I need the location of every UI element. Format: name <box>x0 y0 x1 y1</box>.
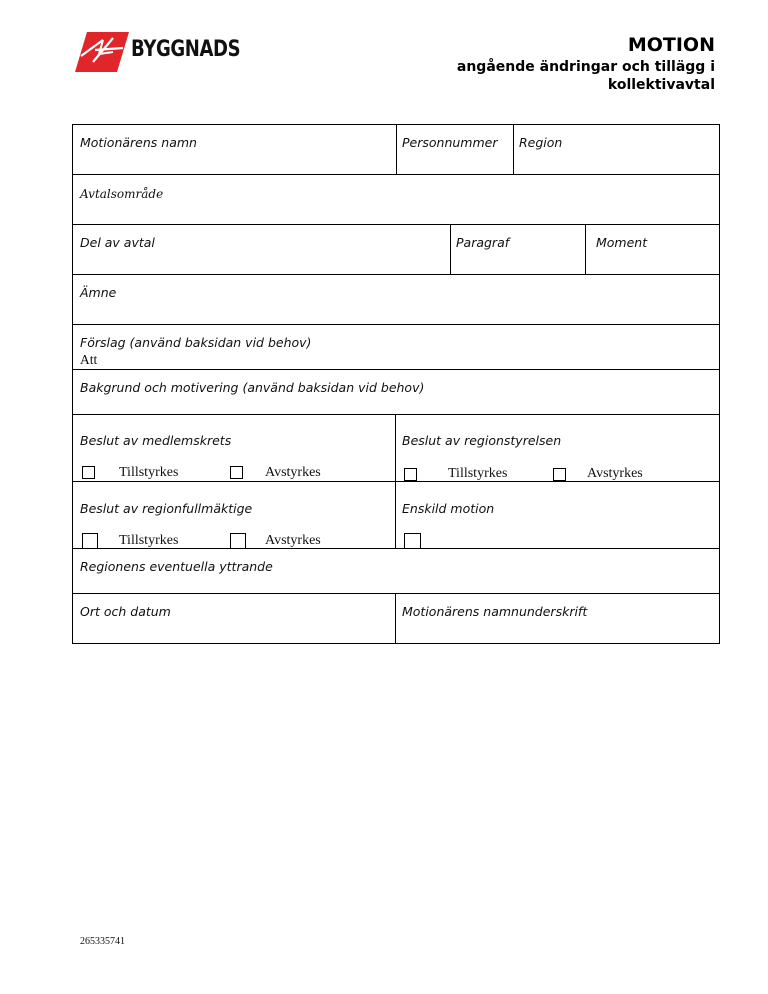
label-amne: Ämne <box>80 285 117 300</box>
row-avtalsomrade <box>73 175 719 225</box>
checkbox-regionstyrelsen-tillstyrkes[interactable] <box>404 468 417 481</box>
row-beslut-2 <box>73 482 719 549</box>
field-avtalsomrade[interactable] <box>73 175 719 224</box>
byggnads-logo-icon <box>73 32 131 72</box>
forslag-value: Att <box>80 352 98 367</box>
label-motionarens-namn: Motionärens namn <box>80 135 197 150</box>
field-forslag[interactable] <box>73 325 719 369</box>
label-regionstyrelsen-avstyrkes: Avstyrkes <box>587 466 643 481</box>
checkbox-regionfullmaktige-avstyrkes[interactable] <box>230 533 246 549</box>
label-regionfullmaktige-avstyrkes: Avstyrkes <box>265 533 321 548</box>
field-amne[interactable] <box>73 275 719 324</box>
group-beslut-regionfullmaktige <box>73 482 395 548</box>
field-ort-datum[interactable] <box>73 594 395 643</box>
checkbox-regionfullmaktige-tillstyrkes[interactable] <box>82 533 98 549</box>
checkbox-enskild-motion[interactable] <box>404 533 421 549</box>
field-motionarens-namn[interactable] <box>73 125 396 174</box>
field-namnunderskrift[interactable] <box>395 594 719 643</box>
label-del-av-avtal: Del av avtal <box>80 235 155 250</box>
label-ort-datum: Ort och datum <box>80 604 171 619</box>
field-paragraf[interactable] <box>450 225 585 274</box>
row-bakgrund <box>73 370 719 415</box>
row-del-av-avtal <box>73 225 719 275</box>
label-regionfullmaktige-tillstyrkes: Tillstyrkes <box>119 533 179 548</box>
label-moment: Moment <box>596 235 648 250</box>
row-underskrift <box>73 594 719 643</box>
checkbox-medlemskrets-tillstyrkes[interactable] <box>82 466 95 479</box>
label-forslag: Förslag (använd baksidan vid behov) <box>80 335 312 350</box>
row-regionens-yttrande <box>73 549 719 594</box>
label-beslut-regionfullmaktige: Beslut av regionfullmäktige <box>80 501 253 516</box>
field-regionens-yttrande[interactable] <box>73 549 719 593</box>
byggnads-logo <box>73 32 241 72</box>
document-number: 265335741 <box>80 936 125 947</box>
label-enskild-motion: Enskild motion <box>402 501 495 516</box>
row-beslut-1 <box>73 415 719 482</box>
motion-form <box>72 124 720 644</box>
field-region[interactable] <box>513 125 719 174</box>
group-beslut-regionstyrelsen <box>395 415 719 481</box>
field-personnummer[interactable] <box>396 125 513 174</box>
field-moment[interactable] <box>585 225 719 274</box>
row-amne <box>73 275 719 325</box>
row-forslag <box>73 325 719 370</box>
label-regionens-yttrande: Regionens eventuella yttrande <box>80 559 273 574</box>
checkbox-medlemskrets-avstyrkes[interactable] <box>230 466 243 479</box>
field-bakgrund[interactable] <box>73 370 719 414</box>
row-name <box>73 125 719 175</box>
label-avtalsomrade: Avtalsområde <box>80 187 164 201</box>
label-beslut-medlemskrets: Beslut av medlemskrets <box>80 433 232 448</box>
label-personnummer: Personnummer <box>402 135 498 150</box>
page-title: MOTION <box>627 34 715 56</box>
field-del-av-avtal[interactable] <box>73 225 450 274</box>
group-beslut-medlemskrets <box>73 415 395 481</box>
label-namnunderskrift: Motionärens namnunderskrift <box>402 604 588 619</box>
group-enskild-motion <box>395 482 719 548</box>
page-subtitle: angående ändringar och tillägg i kollektivavtal <box>456 59 715 93</box>
label-region: Region <box>519 135 563 150</box>
label-medlemskrets-tillstyrkes: Tillstyrkes <box>119 465 179 480</box>
label-regionstyrelsen-tillstyrkes: Tillstyrkes <box>448 466 508 481</box>
label-medlemskrets-avstyrkes: Avstyrkes <box>265 465 321 480</box>
label-bakgrund: Bakgrund och motivering (använd baksidan vid behov) <box>80 380 425 395</box>
logo-wordmark: BYGGNADS <box>131 37 241 62</box>
label-paragraf: Paragraf <box>456 235 510 250</box>
checkbox-regionstyrelsen-avstyrkes[interactable] <box>553 468 566 481</box>
label-beslut-regionstyrelsen: Beslut av regionstyrelsen <box>402 433 562 448</box>
